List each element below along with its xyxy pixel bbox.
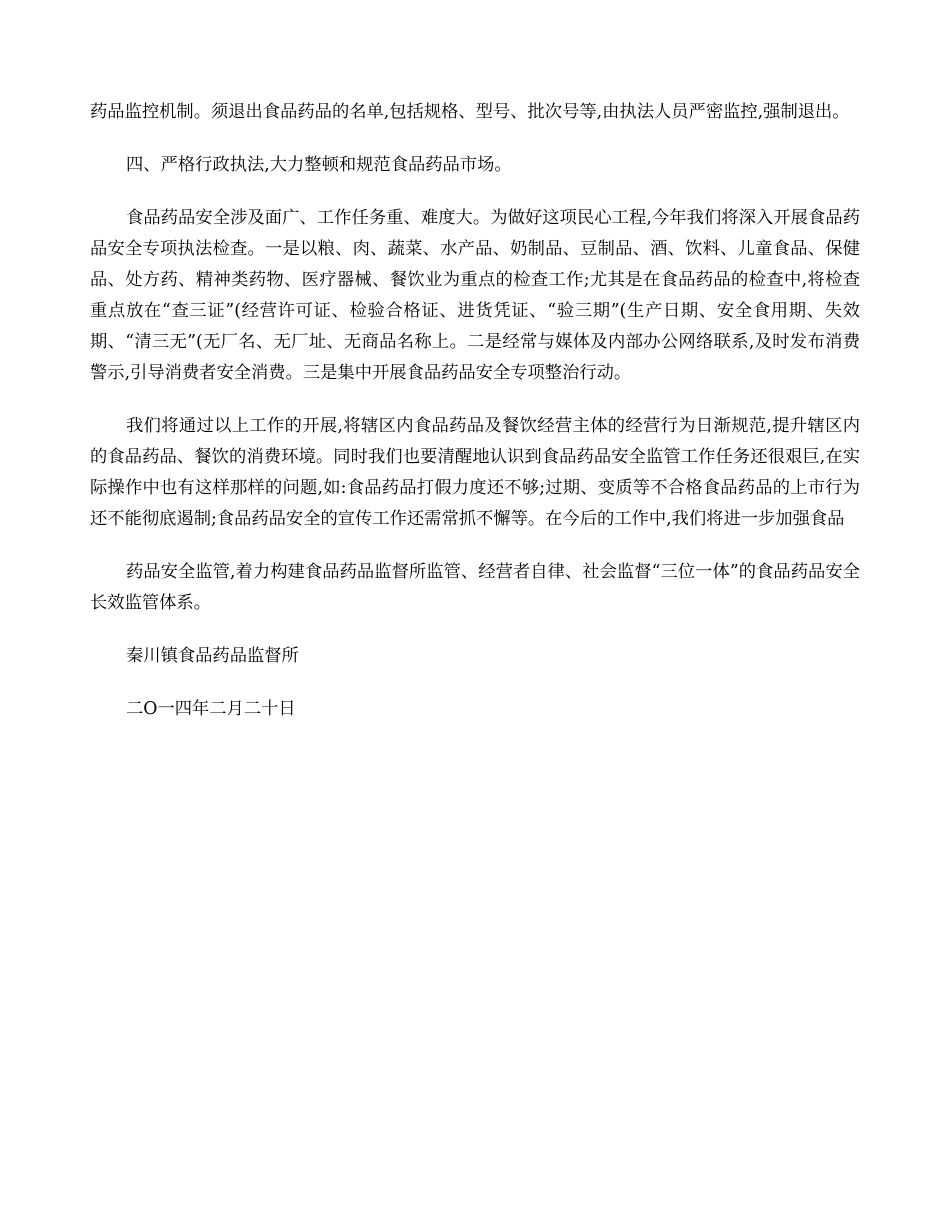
signature-organization: 秦川镇食品药品监督所 [126,646,299,666]
paragraph-closing: 药品安全监管,着力构建食品药品监督所监管、经营者自律、社会监督“三位一体”的食品药品安全长效监管体系。 [90,562,860,613]
section-heading: 四、严格行政执法,大力整顿和规范食品药品市场。 [126,155,512,175]
document-body [90,97,860,747]
paragraph-continuation: 药品监控机制。须退出食品药品的名单,包括规格、型号、批次号等,由执法人员严密监控,强制退出。 [90,102,850,122]
paragraph-summary: 我们将通过以上工作的开展,将辖区内食品药品及餐饮经营主体的经营行为日渐规范,提升辖区内的食品药品、餐饮的消费环境。同时我们也要清醒地认识到食品药品安全监管工作任务还很艰巨,在实际操作中也有这样那样的问题,如:食品药品打假力度还不够;过期、变质等不合格食品药品的上市行为还不能彻底遏制;食品药品安全的宣传工作还需常抓不懈等。在今后的工作中,我们将进一步加强食品 [90,416,860,529]
paragraph-inspection: 食品药品安全涉及面广、工作任务重、难度大。为做好这项民心工程,今年我们将深入开展食品药品安全专项执法检查。一是以粮、肉、蔬菜、水产品、奶制品、豆制品、酒、饮料、儿童食品、保健品、处方药、精神类药物、医疗器械、餐饮业为重点的检查工作;尤其是在食品药品的检查中,将检查重点放在“查三证”(经营许可证、检验合格证、进货凭证、“验三期”(生产日期、安全食用期、失效期、“清三无”(无厂名、无厂址、无商品名称上。二是经常与媒体及内部办公网络联系,及时发布消费警示,引导消费者安全消费。三是集中开展食品药品安全专项整治行动。 [90,208,860,383]
signature-date: 二O一四年二月二十日 [126,699,296,719]
